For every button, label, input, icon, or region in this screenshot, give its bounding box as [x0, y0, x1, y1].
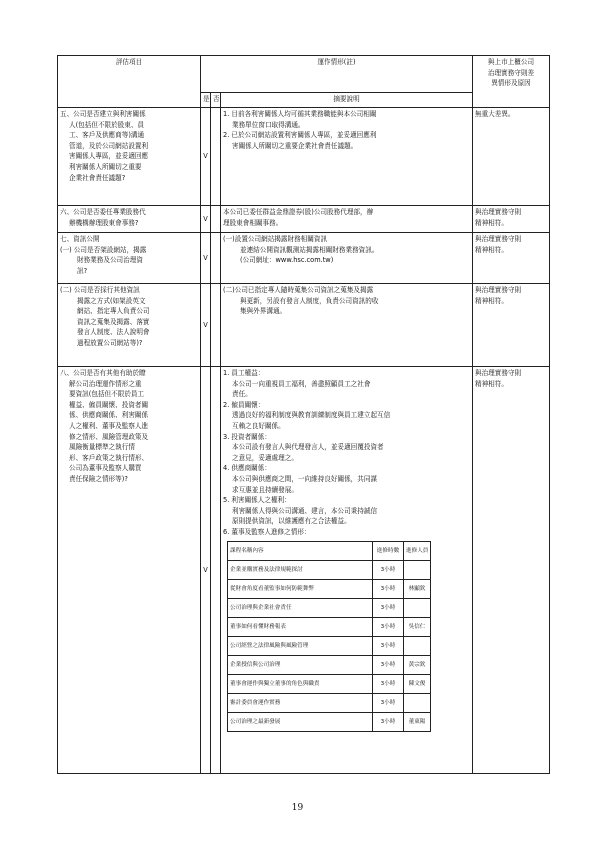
desc-line: 之意見，妥適處理之。 — [232, 453, 298, 462]
table-row — [58, 206, 550, 233]
training-hours: 3小時 — [373, 579, 404, 598]
training-hours: 3小時 — [373, 598, 404, 617]
training-person — [404, 636, 431, 655]
diff-line: 精神相符。 — [475, 296, 508, 305]
table-row — [58, 367, 550, 774]
desc-line: 原則提供資訊，以維護應有之合法權益。 — [232, 517, 351, 526]
training-person — [404, 598, 431, 617]
item-cell — [58, 284, 201, 367]
item-line: 工、客戶及供應商等)溝通 — [69, 131, 145, 140]
item-line: 辦機構辦理股東會事務? — [69, 218, 139, 227]
desc-line: 與更新，另設有發言人制度，負責公司資訊的收 — [240, 296, 379, 305]
desc-line: (二)公司已指定專人隨時蒐集公司資訊之蒐集及揭露 — [223, 286, 374, 294]
item-line: 要資訊(包括但不限於員工 — [69, 390, 145, 399]
item-line: 資訊之蒐集及揭露、落實 — [77, 317, 150, 326]
training-header-person: 進修人員 — [404, 541, 431, 560]
training-hours: 3小時 — [373, 674, 404, 693]
item-line: 害關係人專區，並妥適回應 — [69, 152, 149, 161]
header-diff-line: 與上市上櫃公司 — [487, 58, 535, 66]
table-row — [58, 108, 550, 206]
training-course: 審計委員會運作實務 — [228, 693, 373, 712]
desc-line: 利害關係人得與公司溝通、建言，本公司秉持誠信 — [232, 506, 378, 515]
desc-line: 1. 員工權益： — [223, 369, 265, 377]
corporate-governance-table — [57, 55, 550, 774]
item-line: 發言人制度、法人說明會 — [77, 328, 150, 337]
header-yes: 是 — [201, 93, 211, 108]
item-line: 係、供應商關係、利害關係 — [69, 411, 149, 420]
desc-line: 4. 供應商關係： — [223, 464, 271, 473]
item-cell — [58, 233, 201, 284]
desc-line: 業務單位窗口取得溝通。 — [232, 120, 305, 129]
desc-line: 本公司設有發言人與代理發言人，並妥適回覆投資者 — [232, 443, 384, 452]
training-row — [228, 693, 431, 712]
item-line: 人之權利、董事及監察人進 — [69, 421, 149, 430]
yes-check: V — [201, 206, 211, 233]
desc-line: 理股東會相關事務。 — [223, 218, 283, 227]
table-row — [58, 233, 550, 284]
item-line: 修之情形、風險管理政策及 — [69, 432, 149, 441]
no-check — [211, 284, 221, 367]
item-line: 七、資訊公開 — [60, 235, 100, 243]
yes-check: V — [201, 284, 211, 367]
training-person: 董東陽 — [404, 712, 431, 731]
item-line: (二) 公司是否採行其他資訊 — [60, 286, 140, 294]
director-training-table — [227, 541, 431, 732]
item-line: 權益、僱員關懷、投資者關 — [69, 400, 149, 409]
training-course: 企業並購實務及法律規範探討 — [228, 560, 373, 579]
difference-cell — [473, 284, 550, 367]
header-item: 評估項目 — [58, 56, 201, 108]
desc-line: (一)設置公司網站揭露財務相關資訊 — [223, 235, 328, 243]
diff-line: 與治理實務守則 — [475, 235, 522, 243]
diff-line: 與治理實務守則 — [475, 286, 522, 294]
item-cell — [58, 108, 201, 206]
training-row — [228, 617, 431, 636]
desc-line: (公司網址：www.hsc.com.tw) — [240, 256, 334, 265]
item-line: 利害關係人所關切之重要 — [69, 162, 142, 171]
diff-line: 精神相符。 — [475, 245, 508, 254]
training-course: 公司治理之最新發展 — [228, 712, 373, 731]
training-row — [228, 674, 431, 693]
item-line: 五、公司是否建立與利害關係 — [60, 110, 146, 118]
desc-line: 責任。 — [232, 390, 252, 399]
training-person: 吳信仁 — [404, 617, 431, 636]
desc-line: 互賴之良好關係。 — [232, 421, 285, 430]
diff-line: 與治理實務守則 — [475, 369, 522, 377]
training-person: 黃宗欽 — [404, 655, 431, 674]
difference-cell — [473, 233, 550, 284]
item-line: 財務業務及公司治理資 — [77, 256, 143, 265]
desc-line: 3. 投資者關係： — [223, 432, 271, 441]
desc-line: 並連結公開資訊觀測站揭露相關財務業務資訊。 — [240, 245, 379, 254]
item-cell — [58, 367, 201, 774]
desc-line: 求互惠並且持續發展。 — [232, 485, 298, 494]
training-header-course: 課程名稱內容 — [228, 541, 373, 560]
desc-line: 本公司與供應商之間，一向維持良好關係，共同謀 — [232, 474, 378, 483]
training-person — [404, 560, 431, 579]
desc-line: 透過良好的福利制度與教育訓練制度與員工建立起互信 — [232, 411, 391, 420]
desc-line: 害關係人所關切之重要企業社會責任議題。 — [232, 141, 358, 150]
item-line: 公司為董事及監察人購買 — [69, 464, 142, 473]
training-hours: 3小時 — [373, 636, 404, 655]
description-cell — [221, 206, 473, 233]
training-row — [228, 636, 431, 655]
desc-line: 本公司已委任群益金鼎證券(股)公司股務代理部，辦 — [223, 208, 374, 216]
item-line: 責任保險之情形等)? — [69, 474, 128, 483]
header-diff-line: 異情形及原因 — [491, 79, 531, 88]
training-row — [228, 598, 431, 617]
item-line: 企業社會責任議題? — [69, 173, 126, 182]
training-person: 陳文俊 — [404, 674, 431, 693]
training-course: 公司治理與企業社會責任 — [228, 598, 373, 617]
item-line: 訊? — [77, 266, 88, 275]
training-header-hours: 進修時數 — [373, 541, 404, 560]
header-summary: 摘要說明 — [221, 93, 473, 108]
diff-line: 精神相符。 — [475, 379, 508, 388]
no-check — [211, 206, 221, 233]
description-cell — [221, 233, 473, 284]
diff-line: 與治理實務守則 — [475, 208, 522, 216]
desc-line: 5. 利害關係人之權利： — [223, 496, 291, 505]
desc-line: 2. 僱員關懷： — [223, 400, 265, 409]
description-cell — [221, 284, 473, 367]
training-course: 董事如何看懂財務報表 — [228, 617, 373, 636]
item-line: 八、公司是否有其他有助於瞭 — [60, 369, 146, 377]
item-line: 管道，及於公司網站設置利 — [69, 141, 149, 150]
training-person: 林顯欽 — [404, 579, 431, 598]
training-course: 企業授信與公司治理 — [228, 655, 373, 674]
yes-check: V — [201, 233, 211, 284]
difference-cell — [473, 206, 550, 233]
training-row — [228, 655, 431, 674]
yes-check: V — [201, 108, 211, 206]
training-person — [404, 693, 431, 712]
training-row — [228, 560, 431, 579]
desc-line: 集與外界溝通。 — [240, 307, 287, 316]
training-header-row — [228, 541, 431, 560]
item-line: 網站、指定專人負責公司 — [77, 307, 150, 316]
header-diff-line: 治理實務守則差 — [487, 68, 535, 77]
description-cell — [221, 367, 473, 774]
training-course: 董事會運作與獨立董事的角色與職責 — [228, 674, 373, 693]
training-course: 公司經營之法律風險與風險管理 — [228, 636, 373, 655]
description-cell — [221, 108, 473, 206]
training-hours: 3小時 — [373, 655, 404, 674]
desc-line: 6. 董事及監察人進修之情形： — [223, 527, 311, 536]
training-row — [228, 579, 431, 598]
training-hours: 3小時 — [373, 617, 404, 636]
training-hours: 3小時 — [373, 712, 404, 731]
training-hours: 3小時 — [373, 693, 404, 712]
item-line: 人(包括但不限於股東、員 — [69, 120, 145, 129]
no-check — [211, 233, 221, 284]
desc-line: 2. 已於公司網站設置利害關係人專區，並妥適回應利 — [223, 131, 377, 140]
desc-line: 本公司一向重視員工福利，善盡照顧員工之社會 — [232, 379, 371, 388]
yes-check: V — [201, 367, 211, 774]
item-line: 六、公司是否委任專業股務代 — [60, 208, 146, 216]
desc-line: 1. 目前各利害關係人均可循其業務職能與本公司相關 — [223, 110, 377, 118]
item-line: 揭露之方式(如架設英文 — [77, 296, 146, 305]
header-difference — [473, 56, 550, 108]
item-line: 風險衡量標準之執行情 — [69, 443, 135, 452]
no-check — [211, 367, 221, 774]
item-cell — [58, 206, 201, 233]
item-line: 形、客戶政策之執行情形、 — [69, 453, 149, 462]
header-no: 否 — [211, 93, 221, 108]
item-line: 過程放置公司網站等)? — [77, 338, 143, 347]
item-line: 解公司治理運作情形之重 — [69, 379, 142, 388]
training-row — [228, 712, 431, 731]
difference-cell — [473, 367, 550, 774]
difference-cell — [473, 108, 550, 206]
header-status: 運作情形(註) — [201, 56, 473, 93]
item-line: (一) 公司是否架設網站，揭露 — [60, 245, 147, 254]
page-number: 19 — [291, 803, 304, 813]
no-check — [211, 108, 221, 206]
diff-line: 精神相符。 — [475, 218, 508, 227]
table-row — [58, 284, 550, 367]
diff-line: 無重大差異。 — [475, 110, 515, 118]
training-hours: 3小時 — [373, 560, 404, 579]
training-course: 從財會角度看董監事如何防範舞弊 — [228, 579, 373, 598]
